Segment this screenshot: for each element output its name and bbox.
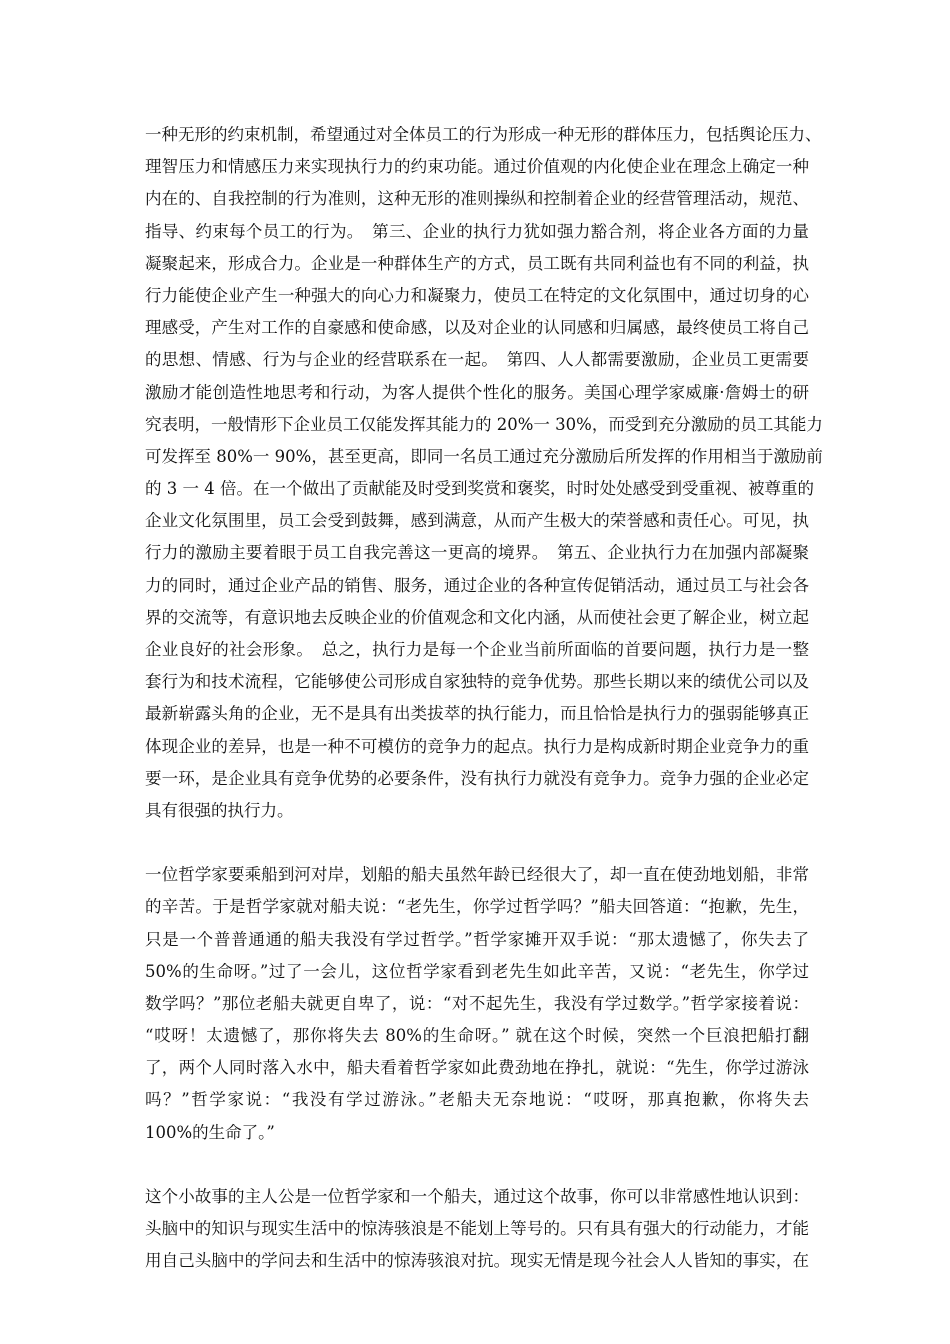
- text-line: 了，两个人同时落入水中，船夫看着哲学家如此费劲地在挣扎，就说：“先生，你学过游泳: [145, 1058, 809, 1078]
- text-line: 只是一个普普通通的船夫我没有学过哲学。”哲学家摊开双手说：“那太遗憾了，你失去了: [145, 929, 809, 949]
- text-line: 头脑中的知识与现实生活中的惊涛骇浪是不能划上等号的。只有具有强大的行动能力，才能: [145, 1219, 809, 1238]
- text-line: 体现企业的差异，也是一种不可模仿的竞争力的起点。执行力是构成新时期企业竞争力的重: [145, 736, 809, 756]
- text-line: 激励才能创造性地思考和行动，为客人提供个性化的服务。美国心理学家威廉·詹姆士的研: [145, 382, 809, 402]
- text-line: 要一环，是企业具有竞争优势的必要条件，没有执行力就没有竞争力。竞争力强的企业必定: [145, 768, 809, 788]
- text-line: 这个小故事的主人公是一位哲学家和一个船夫，通过这个故事，你可以非常感性地认识到：: [145, 1186, 809, 1206]
- text-line: 企业良好的社会形象。 总之，执行力是每一个企业当前所面临的首要问题，执行力是一整: [145, 640, 809, 659]
- paragraph-execution-power: [145, 119, 823, 827]
- text-line: 行力的激励主要着眼于员工自我完善这一更高的境界。 第五、企业执行力在加强内部凝聚: [145, 543, 809, 563]
- text-line: 力的同时，通过企业产品的销售、服务，通过企业的各种宣传促销活动，通过员工与社会各: [145, 575, 809, 595]
- text-line: 数学吗？”那位老船夫就更自卑了，说：“对不起先生，我没有学过数学。”哲学家接着说：: [145, 993, 809, 1013]
- paragraph-story-moral: [145, 1181, 809, 1278]
- paragraph-spacer: [145, 827, 809, 859]
- text-line: 用自己头脑中的学问去和生活中的惊涛骇浪对抗。现实无情是现今社会人人皆知的事实，在: [145, 1251, 809, 1271]
- text-line: “哎呀！太遗憾了，那你将失去 80%的生命呀。” 就在这个时候，突然一个巨浪把船打翻: [145, 1026, 809, 1046]
- document-body: [145, 119, 823, 1277]
- text-line: 50%的生命呀。”过了一会儿，这位哲学家看到老先生如此辛苦，又说：“老先生，你学过: [145, 961, 809, 981]
- text-line: 理智压力和情感压力来实现执行力的约束功能。通过价值观的内化使企业在理念上确定一种: [145, 157, 809, 177]
- text-line: 100%的生命了。”: [145, 1122, 275, 1142]
- text-line: 理感受，产生对工作的自豪感和使命感，以及对企业的认同感和归属感，最终使员工将自己: [145, 318, 809, 338]
- text-line: 可发挥至 80%一 90%，甚至更高，即同一名员工通过充分激励后所发挥的作用相当于激励前: [145, 446, 823, 466]
- paragraph-spacer: [145, 1149, 809, 1181]
- text-line: 界的交流等，有意识地去反映企业的价值观念和文化内涵，从而使社会更了解企业，树立起: [145, 607, 809, 627]
- text-line: 凝聚起来，形成合力。企业是一种群体生产的方式，员工既有共同利益也有不同的利益，执: [145, 253, 809, 273]
- text-line: 一种无形的约束机制，希望通过对全体员工的行为形成一种无形的群体压力，包括舆论压力、: [145, 125, 822, 144]
- text-line: 的 3 一 4 倍。在一个做出了贡献能及时受到奖赏和褒奖，时时处处感受到受重视、被尊重的: [145, 479, 814, 499]
- text-line: 最新崭露头角的企业，无不是具有出类拔萃的执行能力，而且恰恰是执行力的强弱能够真正: [145, 704, 809, 724]
- text-line: 内在的、自我控制的行为准则，这种无形的准则操纵和控制着企业的经营管理活动，规范、: [145, 189, 809, 209]
- text-line: 的辛苦。于是哲学家就对船夫说：“老先生，你学过哲学吗？”船夫回答道：“抱歉，先生，: [145, 897, 809, 917]
- text-line: 指导、约束每个员工的行为。 第三、企业的执行力犹如强力豁合剂，将企业各方面的力量: [145, 221, 809, 241]
- text-line: 的思想、情感、行为与企业的经营联系在一起。 第四、人人都需要激励，企业员工更需要: [145, 350, 809, 370]
- text-line: 套行为和技术流程，它能够使公司形成自家独特的竞争优势。那些长期以来的绩优公司以及: [145, 672, 809, 692]
- text-line: 究表明，一般情形下企业员工仅能发挥其能力的 20%一 30%，而受到充分激励的员工其能力: [145, 414, 823, 434]
- text-line: 一位哲学家要乘船到河对岸，划船的船夫虽然年龄已经很大了，却一直在使劲地划船，非常: [145, 865, 809, 885]
- text-line: 吗？”哲学家说：“我没有学过游泳。”老船夫无奈地说：“哎呀，那真抱歉，你将失去: [145, 1090, 809, 1110]
- text-line: 具有很强的执行力。: [145, 800, 294, 820]
- text-line: 企业文化氛围里，员工会受到鼓舞，感到满意，从而产生极大的荣誉感和责任心。可见，执: [145, 511, 809, 531]
- paragraph-philosopher-story: [145, 859, 809, 1149]
- text-line: 行力能使企业产生一种强大的向心力和凝聚力，使员工在特定的文化氛围中，通过切身的心: [145, 285, 809, 305]
